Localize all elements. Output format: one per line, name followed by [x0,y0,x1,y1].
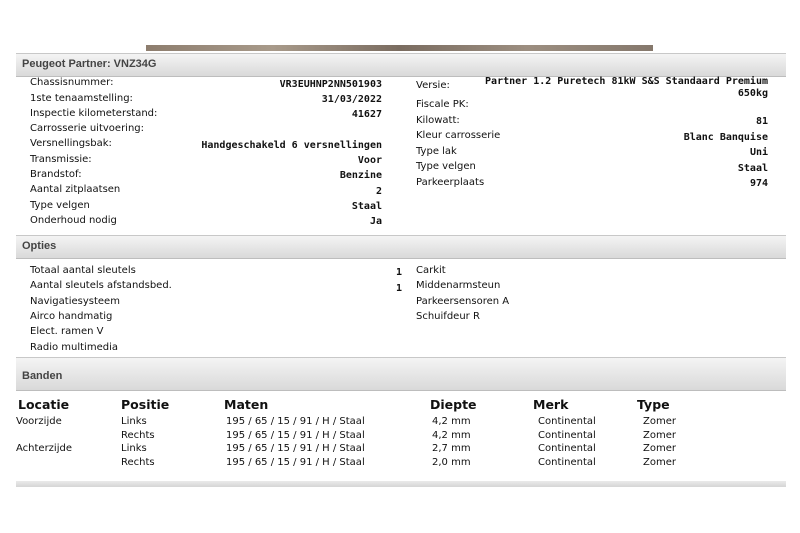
banden-section-header [16,357,786,391]
table-cell: Links [121,416,147,427]
option-label: Radio multimedia [30,342,118,353]
column-header: Type [637,397,670,412]
table-cell: 195 / 65 / 15 / 91 / H / Staal [226,457,365,468]
table-cell: Continental [538,416,596,427]
spec-label: Type velgen [30,200,90,211]
spec-value: Ja [369,216,382,227]
table-cell: Voorzijde [16,416,62,427]
table-cell: Continental [538,443,596,454]
spec-value: 41627 [351,109,382,120]
column-header: Diepte [430,397,477,412]
column-header: Positie [121,397,170,412]
spec-value: Uni [749,147,768,158]
vehicle-photo [146,45,653,51]
table-cell: Zomer [643,443,676,454]
table-cell: Zomer [643,457,676,468]
spec-value: Blanc Banquise [683,132,768,143]
banden-title: Banden [22,370,63,382]
table-cell: 195 / 65 / 15 / 91 / H / Staal [226,416,365,427]
spec-value: VR3EUHNP2NN501903 [279,79,382,90]
spec-label: Kleur carrosserie [416,130,501,141]
option-label: Middenarmsteun [416,280,501,291]
spec-value: 2 [375,186,382,197]
option-label: Totaal aantal sleutels [30,265,136,276]
option-label: Aantal sleutels afstandsbed. [30,280,172,291]
table-cell: 4,2 mm [432,430,471,441]
spec-label: Type lak [416,146,457,157]
spec-label: Parkeerplaats [416,177,485,188]
vehicle-section-header [16,53,786,77]
footer-divider [16,481,786,487]
table-cell: Rechts [121,430,155,441]
table-cell: 2,0 mm [432,457,471,468]
spec-label: Type velgen [416,161,476,172]
opties-section-header [16,235,786,259]
spec-value: Benzine [339,170,382,181]
spec-label: Carrosserie uitvoering: [30,123,145,134]
spec-label: Chassisnummer: [30,77,114,88]
spec-label: Fiscale PK: [416,99,469,110]
opties-title: Opties [22,240,57,252]
table-cell: 195 / 65 / 15 / 91 / H / Staal [226,430,365,441]
table-cell: Achterzijde [16,443,72,454]
table-cell: Continental [538,457,596,468]
spec-value: 81 [755,116,768,127]
option-label: Parkeersensoren A [416,296,510,307]
spec-value: Staal [737,163,768,174]
spec-label: Transmissie: [30,154,92,165]
column-header: Maten [224,397,269,412]
column-header: Locatie [18,397,70,412]
table-cell: Continental [538,430,596,441]
table-cell: Zomer [643,430,676,441]
table-cell: Links [121,443,147,454]
option-label: Airco handmatig [30,311,113,322]
spec-value: Staal [351,201,382,212]
spec-label: 1ste tenaamstelling: [30,93,133,104]
vehicle-title: Peugeot Partner: VNZ34G [22,58,157,70]
spec-label: Kilowatt: [416,115,460,126]
option-label: Schuifdeur R [416,311,480,322]
spec-label: Onderhoud nodig [30,215,117,226]
table-cell: 195 / 65 / 15 / 91 / H / Staal [226,443,365,454]
spec-value: Partner 1.2 Puretech 81kW S&S Standaard Premium [485,76,768,87]
spec-value: Voor [357,155,382,166]
spec-label: Versnellingsbak: [30,138,112,149]
spec-value: 31/03/2022 [321,94,382,105]
spec-value: Handgeschakeld 6 versnellingen [201,140,382,151]
option-label: Elect. ramen V [30,326,104,337]
table-cell: 4,2 mm [432,416,471,427]
spec-value: 650kg [737,88,768,99]
option-value: 1 [395,267,402,278]
option-value: 1 [395,283,402,294]
option-label: Navigatiesysteem [30,296,120,307]
table-cell: 2,7 mm [432,443,471,454]
spec-label: Versie: [416,80,450,91]
spec-label: Brandstof: [30,169,82,180]
spec-label: Inspectie kilometerstand: [30,108,158,119]
table-cell: Rechts [121,457,155,468]
spec-label: Aantal zitplaatsen [30,184,121,195]
spec-value: 974 [749,178,768,189]
table-cell: Zomer [643,416,676,427]
column-header: Merk [533,397,569,412]
option-label: Carkit [416,265,446,276]
